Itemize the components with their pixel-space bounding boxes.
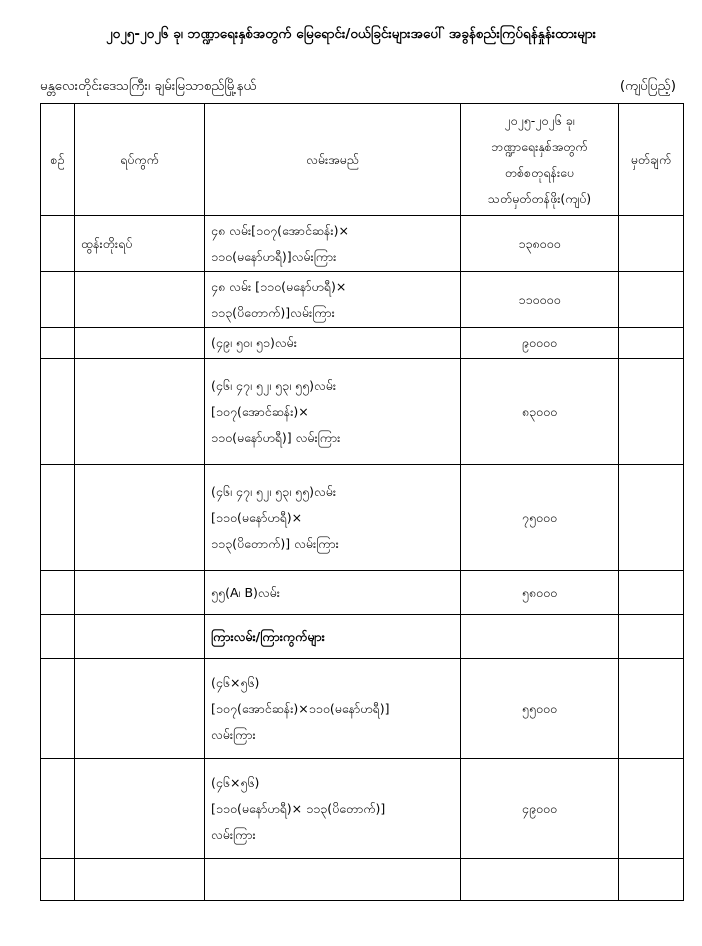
cell-ward [75,328,205,359]
street-name-line: [၁၀၇(အောင်ဆန်း)×၁၁၀(မနော်ဟရီ)] [211,700,390,716]
street-name-line: လမ်းကြား [211,726,256,742]
cell-street-name [205,359,461,465]
street-name-line: (၄၆×၅၆) [211,774,260,790]
cell-ward [75,465,205,571]
cell-ward [75,859,205,901]
street-name-line: [၁၁၀(မနော်ဟရီ)× [211,509,303,525]
cell-no [41,272,75,328]
cell-no [41,615,75,659]
cell-ward [75,571,205,615]
header-value-line: ၂၀၂၅-၂၀၂၆ ခု၊ [504,112,575,128]
header-street-name: လမ်းအမည် [205,104,461,216]
street-name-line: (၄၆×၅၆) [211,674,260,690]
table-row [41,359,684,465]
street-name-line: ကြားလမ်း/ကြားကွက်များ [211,628,325,644]
cell-ward [75,659,205,759]
header-ward: ရပ်ကွက် [75,104,205,216]
cell-remark [619,272,684,328]
cell-no [41,359,75,465]
cell-no [41,859,75,901]
cell-ward [75,359,205,465]
cell-value: ၉၀၀၀၀ [461,328,619,359]
cell-remark [619,615,684,659]
street-name-line: (၄၆၊ ၄၇၊ ၅၂၊ ၅၃၊ ၅၅)လမ်း [211,483,337,499]
cell-remark [619,571,684,615]
street-name-line: ၁၁၀(မနော်ဟရီ)] လမ်းကြား [211,429,341,445]
header-value [461,104,619,216]
cell-value: ၈၃၀၀၀ [461,359,619,465]
cell-remark [619,216,684,272]
cell-street-name [205,465,461,571]
street-name-line: ၅၅(A၊ B)လမ်း [211,584,280,600]
cell-ward [75,615,205,659]
street-name-line: ၄၈ လမ်း [၁၁၀(မနော်ဟရီ)× [211,278,347,294]
cell-street-name [205,759,461,859]
cell-no [41,659,75,759]
cell-value [461,615,619,659]
table-row [41,328,684,359]
street-name-line: (၄၉၊ ၅၀၊ ၅၁)လမ်း [211,335,297,350]
table-body [41,216,684,901]
cell-remark [619,859,684,901]
cell-value: ၅၈၀၀၀ [461,571,619,615]
cell-street-name [205,272,461,328]
header-value-line: သတ်မှတ်တန်ဖိုး(ကျပ်) [487,190,592,206]
table-row [41,216,684,272]
street-name-line: [၁၁၀(မနော်ဟရီ)× ၁၁၃(ပိတောက်)] [211,800,386,816]
cell-street-name [205,571,461,615]
cell-no [41,465,75,571]
cell-street-name [205,216,461,272]
street-name-line: ၁၁၃(ပိတောက်)] လမ်းကြား [211,535,339,551]
cell-remark [619,359,684,465]
street-name-line: ၁၁၀(မနော်ဟရီ)]လမ်းကြား [211,248,337,264]
street-name-line: ၄၈ လမ်း[၁၀၇(အောင်ဆန်း)× [211,222,349,238]
tax-rate-table [40,103,684,901]
cell-no [41,571,75,615]
cell-value [461,859,619,901]
table-header-row [41,104,684,216]
cell-ward [75,272,205,328]
header-value-line: ဘဏ္ဍာရေးနှစ်အတွက် [491,138,588,154]
cell-remark [619,659,684,759]
cell-no [41,328,75,359]
header-remark: မှတ်ချက် [619,104,684,216]
cell-value: ၁၁၀၀၀၀ [461,272,619,328]
cell-remark [619,328,684,359]
table-row [41,465,684,571]
cell-value: ၄၉၀၀၀ [461,759,619,859]
street-name-line: [၁၀၇(အောင်ဆန်း)× [211,403,309,419]
table-row [41,859,684,901]
cell-street-name [205,615,461,659]
table-row [41,272,684,328]
cell-value: ၇၅၀၀၀ [461,465,619,571]
cell-no [41,216,75,272]
cell-remark [619,465,684,571]
street-name-line: လမ်းကြား [211,826,256,842]
cell-ward [75,759,205,859]
cell-street-name [205,659,461,759]
table-row [41,615,684,659]
cell-ward: ထွန်းတိုးရပ် [75,216,205,272]
cell-street-name [205,328,461,359]
document-title: ၂၀၂၅-၂၀၂၆ ခု၊ ဘဏ္ဍာရေးနှစ်အတွက် မြေရောင်း/ဝယ်ခြင်းများအပေါ် အခွန်စည်းကြပ်ရန်နှုန်းထားများ [105,26,597,42]
cell-value: ၁၃၈၀၀၀ [461,216,619,272]
location-label: မန္တလေးတိုင်းဒေသကြီး၊ ချမ်းမြသာစည်မြို့နယ် [40,78,257,94]
table-row [41,571,684,615]
table-row [41,759,684,859]
cell-remark [619,759,684,859]
street-name-line: ၁၁၃(ပိတောက်)]လမ်းကြား [211,304,335,320]
street-name-line: (၄၆၊ ၄၇၊ ၅၂၊ ၅၃၊ ၅၅)လမ်း [211,377,337,393]
header-no: စဉ် [41,104,75,216]
cell-value: ၅၅၀၀၀ [461,659,619,759]
cell-no [41,759,75,859]
cell-street-name [205,859,461,901]
table-row [41,659,684,759]
header-value-line: တစ်စတုရန်းပေ [504,164,575,180]
unit-label: (ကျပ်ပြည့်) [619,78,676,94]
